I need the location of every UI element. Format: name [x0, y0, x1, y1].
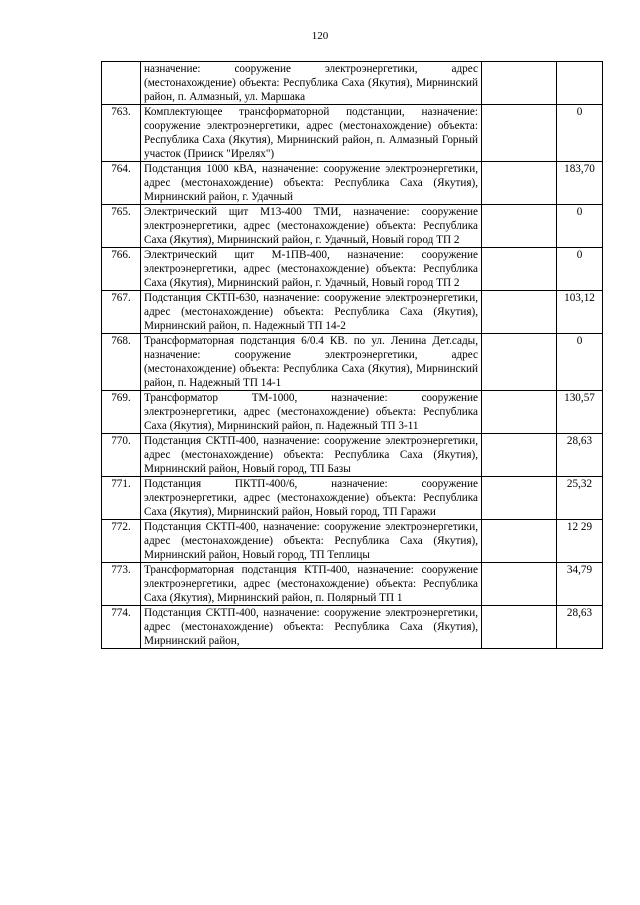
object-description: Подстанция ПКТП-400/6, назначение: сооружение электроэнергетики, адрес (местонахождение) объекта: Республика Саха (Якутия), Мирнинский район, Новый город, ТП Гаражи	[141, 477, 482, 520]
empty-cell	[482, 105, 557, 162]
table-row	[102, 62, 603, 105]
empty-cell	[482, 162, 557, 205]
row-number: 763.	[102, 105, 141, 162]
asset-table	[101, 61, 603, 649]
row-number: 764.	[102, 162, 141, 205]
row-number: 774.	[102, 606, 141, 649]
object-description: Подстанция СКТП-400, назначение: сооружение электроэнергетики, адрес (местонахождение) объекта: Республика Саха (Якутия), Мирнинский район, Новый город, ТП Базы	[141, 434, 482, 477]
table-row	[102, 477, 603, 520]
object-value: 130,57	[557, 391, 603, 434]
object-value: 183,70	[557, 162, 603, 205]
object-description: Электрический щит М13-400 ТМИ, назначение: сооружение электроэнергетики, адрес (местонахождение) объекта: Республика Саха (Якутия), Мирнинский район, г. Удачный, Новый город ТП 2	[141, 205, 482, 248]
row-number: 766.	[102, 248, 141, 291]
row-number: 772.	[102, 520, 141, 563]
table-row	[102, 391, 603, 434]
object-description: Подстанция СКТП-400, назначение: сооружение электроэнергетики, адрес (местонахождение) объекта: Республика Саха (Якутия), Мирнинский район,	[141, 606, 482, 649]
object-description: Трансформатор ТМ-1000, назначение: сооружение электроэнергетики, адрес (местонахождение) объекта: Республика Саха (Якутия), Мирнинский район, п. Надежный ТП 3-11	[141, 391, 482, 434]
object-description: Подстанция 1000 кВА, назначение: сооружение электроэнергетики, адрес (местонахождение) объекта: Республика Саха (Якутия), Мирнинский район, г. Удачный	[141, 162, 482, 205]
object-description: Комплектующее трансформаторной подстанции, назначение: сооружение электроэнергетики, адрес (местонахождение) объекта: Республика Саха (Якутия), Мирнинский район, п. Алмазный Горный участок (Прииск "Ирелях")	[141, 105, 482, 162]
empty-cell	[482, 563, 557, 606]
table-row	[102, 105, 603, 162]
empty-cell	[482, 391, 557, 434]
object-value: 28,63	[557, 434, 603, 477]
empty-cell	[482, 62, 557, 105]
table-row	[102, 291, 603, 334]
empty-cell	[482, 606, 557, 649]
row-number: 773.	[102, 563, 141, 606]
object-value: 0	[557, 105, 603, 162]
empty-cell	[482, 248, 557, 291]
row-number: 770.	[102, 434, 141, 477]
object-description: назначение: сооружение электроэнергетики, адрес (местонахождение) объекта: Республика Саха (Якутия), Мирнинский район, п. Алмазный, ул. Маршака	[141, 62, 482, 105]
row-number: 769.	[102, 391, 141, 434]
table-row	[102, 434, 603, 477]
table-row	[102, 520, 603, 563]
asset-table-body	[102, 62, 603, 649]
object-description: Трансформаторная подстанция 6/0.4 КВ. по ул. Ленина Дет.сады, назначение: сооружение электроэнергетики, адрес (местонахождение) объекта: Республика Саха (Якутия), Мирнинский район, п. Надежный ТП 14-1	[141, 334, 482, 391]
table-row	[102, 606, 603, 649]
table-row	[102, 205, 603, 248]
table-row	[102, 162, 603, 205]
object-value: 12 29	[557, 520, 603, 563]
object-value: 0	[557, 205, 603, 248]
object-value: 0	[557, 334, 603, 391]
object-description: Подстанция СКТП-630, назначение: сооружение электроэнергетики, адрес (местонахождение) объекта: Республика Саха (Якутия), Мирнинский район, п. Надежный ТП 14-2	[141, 291, 482, 334]
empty-cell	[482, 434, 557, 477]
row-number: 768.	[102, 334, 141, 391]
object-value: 28,63	[557, 606, 603, 649]
object-value	[557, 62, 603, 105]
row-number: 767.	[102, 291, 141, 334]
empty-cell	[482, 291, 557, 334]
row-number	[102, 62, 141, 105]
table-row	[102, 248, 603, 291]
object-description: Трансформаторная подстанция КТП-400, назначение: сооружение электроэнергетики, адрес (местонахождение) объекта: Республика Саха (Якутия), Мирнинский район, п. Полярный ТП 1	[141, 563, 482, 606]
table-row	[102, 334, 603, 391]
object-value: 25,32	[557, 477, 603, 520]
row-number: 771.	[102, 477, 141, 520]
object-value: 103,12	[557, 291, 603, 334]
page-number: 120	[311, 30, 329, 42]
empty-cell	[482, 477, 557, 520]
object-value: 34,79	[557, 563, 603, 606]
empty-cell	[482, 205, 557, 248]
object-value: 0	[557, 248, 603, 291]
object-description: Подстанция СКТП-400, назначение: сооружение электроэнергетики, адрес (местонахождение) объекта: Республика Саха (Якутия), Мирнинский район, Новый город, ТП Теплицы	[141, 520, 482, 563]
table-row	[102, 563, 603, 606]
empty-cell	[482, 520, 557, 563]
object-description: Электрический щит М-1ПВ-400, назначение: сооружение электроэнергетики, адрес (местонахождение) объекта: Республика Саха (Якутия), Мирнинский район, г. Удачный, Новый город ТП 2	[141, 248, 482, 291]
empty-cell	[482, 334, 557, 391]
row-number: 765.	[102, 205, 141, 248]
